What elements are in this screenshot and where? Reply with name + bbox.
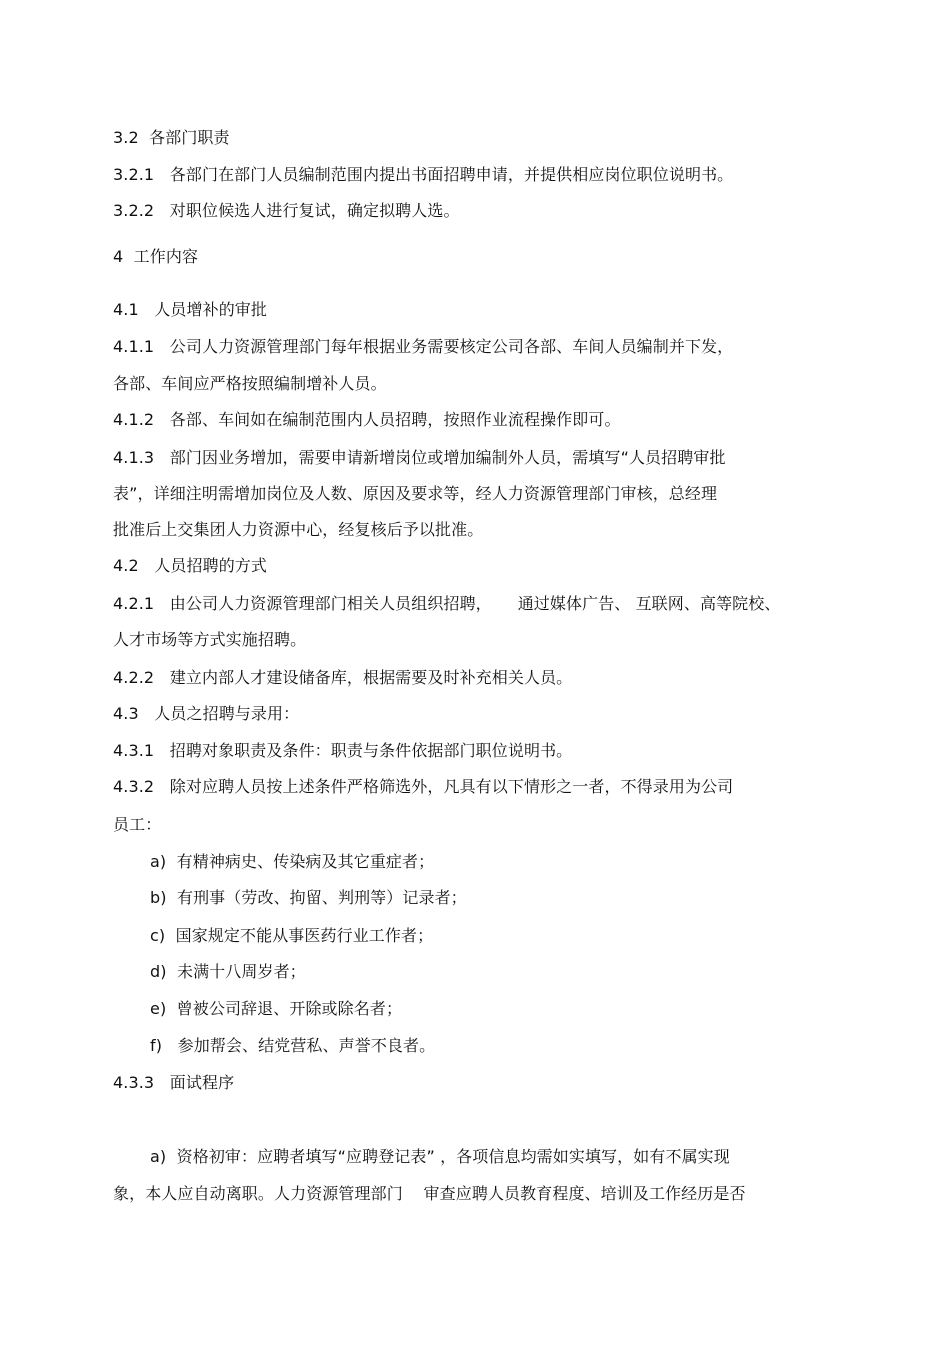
list-item-d: d) 未满十八周岁者；: [150, 962, 306, 981]
heading-4-3-3: 4.3.3 面试程序: [113, 1073, 235, 1092]
paragraph-4-3-2: 4.3.2 除对应聘人员按上述条件严格筛选外，凡具有以下情形之一者，不得录用为公司: [113, 777, 734, 796]
paragraph-4-2-1-cont: 人才市场等方式实施招聘。: [113, 630, 307, 649]
paragraph-3-2-1: 3.2.1 各部门在部门人员编制范围内提出书面招聘申请，并提供相应岗位职位说明书。: [113, 165, 734, 184]
heading-4-3: 4.3 人员之招聘与录用：: [113, 704, 300, 723]
heading-4-1: 4.1 人员增补的审批: [113, 300, 268, 319]
list-item-c: c) 国家规定不能从事医药行业工作者；: [150, 926, 434, 945]
paragraph-4-2-2: 4.2.2 建立内部人才建设储备库，根据需要及时补充相关人员。: [113, 668, 573, 687]
list-item-f: f) 参加帮会、结党营私、声誉不良者。: [150, 1036, 436, 1055]
paragraph-interview-a: a) 资格初审：应聘者填写“应聘登记表” ，各项信息均需如实填写，如有不属实现: [150, 1147, 730, 1166]
paragraph-4-1-3: 4.1.3 部门因业务增加，需要申请新增岗位或增加编制外人员，需填写“人员招聘审批: [113, 448, 726, 467]
paragraph-4-3-1: 4.3.1 招聘对象职责及条件：职责与条件依据部门职位说明书。: [113, 741, 573, 760]
heading-3-2: 3.2 各部门职责: [113, 128, 230, 147]
paragraph-4-1-1-cont: 各部、车间应严格按照编制增补人员。: [113, 374, 387, 393]
paragraph-3-2-2: 3.2.2 对职位候选人进行复试，确定拟聘人选。: [113, 201, 460, 220]
list-item-b: b) 有刑事（劳改、拘留、判刑等）记录者；: [150, 888, 467, 907]
paragraph-4-1-1: 4.1.1 公司人力资源管理部门每年根据业务需要核定公司各部、车间人员编制并下发，: [113, 337, 734, 356]
paragraph-interview-a-cont: 象，本人应自动离职。人力资源管理部门 审查应聘人员教育程度、培训及工作经历是否: [113, 1184, 746, 1203]
heading-4-2: 4.2 人员招聘的方式: [113, 556, 268, 575]
paragraph-4-1-3-cont1: 表”，详细注明需增加岗位及人数、原因及要求等，经人力资源管理部门审核，总经理: [113, 484, 718, 503]
paragraph-4-2-1: 4.2.1 由公司人力资源管理部门相关人员组织招聘， 通过媒体广告、 互联网、高等院校、: [113, 594, 781, 613]
list-item-e: e) 曾被公司辞退、开除或除名者；: [150, 999, 403, 1018]
heading-4: 4 工作内容: [113, 247, 199, 266]
paragraph-4-1-2: 4.1.2 各部、车间如在编制范围内人员招聘，按照作业流程操作即可。: [113, 410, 621, 429]
list-item-a: a) 有精神病史、传染病及其它重症者；: [150, 852, 435, 871]
paragraph-4-1-3-cont2: 批准后上交集团人力资源中心，经复核后予以批准。: [113, 520, 484, 539]
paragraph-4-3-2-cont: 员工：: [113, 815, 162, 834]
